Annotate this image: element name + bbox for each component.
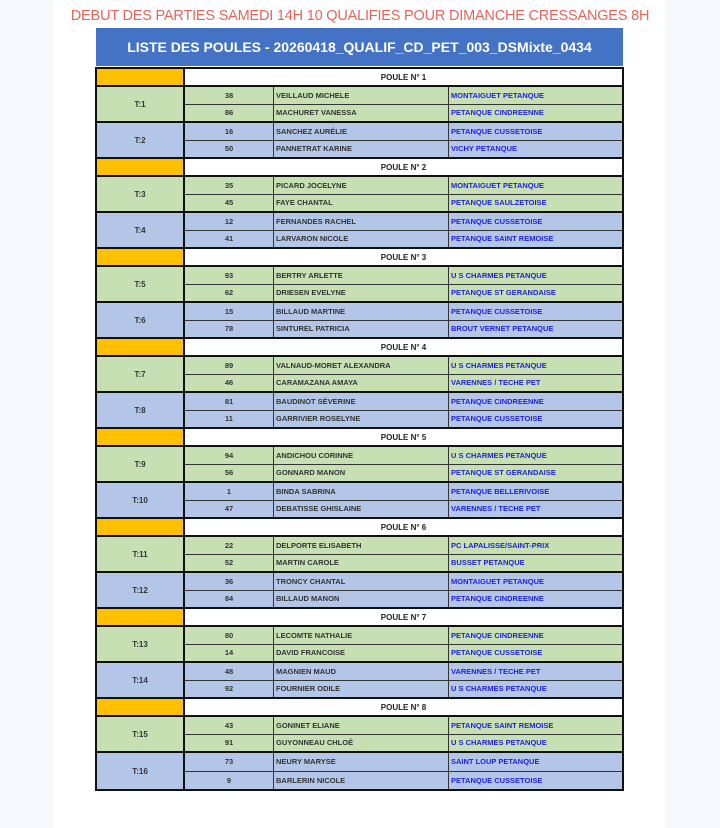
poule-color-swatch bbox=[97, 699, 185, 715]
team-row bbox=[97, 663, 622, 699]
player-row bbox=[185, 104, 622, 122]
player-club: PETANQUE BELLERIVOISE bbox=[451, 486, 550, 496]
team-players bbox=[185, 717, 622, 751]
player-club: U S CHARMES PETANQUE bbox=[451, 270, 547, 280]
player-club: BROUT VERNET PETANQUE bbox=[451, 324, 554, 334]
player-name: BILLAUD MANON bbox=[274, 591, 449, 608]
player-club: U S CHARMES PETANQUE bbox=[451, 360, 547, 370]
poule-color-swatch bbox=[97, 339, 185, 355]
team-players bbox=[185, 663, 622, 697]
player-number: 94 bbox=[185, 447, 274, 464]
player-club: VICHY PETANQUE bbox=[451, 144, 517, 154]
poule-header-row bbox=[97, 519, 622, 537]
team-players bbox=[185, 393, 622, 427]
team-players bbox=[185, 483, 622, 517]
team-players bbox=[185, 573, 622, 607]
poule-block bbox=[97, 69, 622, 159]
poule-block bbox=[97, 429, 622, 519]
poule-label: POULE N° 3 bbox=[185, 249, 622, 265]
team-label: T:12 bbox=[97, 573, 185, 607]
poule-color-swatch bbox=[97, 249, 185, 265]
team-row bbox=[97, 717, 622, 753]
team-players bbox=[185, 357, 622, 391]
poule-label: POULE N° 6 bbox=[185, 519, 622, 535]
poule-color-swatch bbox=[97, 609, 185, 625]
player-number: 41 bbox=[185, 231, 274, 248]
player-number: 47 bbox=[185, 501, 274, 518]
player-row bbox=[185, 320, 622, 338]
player-club: PETANQUE CINDREENNE bbox=[451, 594, 544, 604]
player-club: MONTAIGUET PETANQUE bbox=[451, 90, 545, 100]
team-players bbox=[185, 303, 622, 337]
team-players bbox=[185, 537, 622, 571]
poule-header-row bbox=[97, 69, 622, 87]
team-row bbox=[97, 483, 622, 519]
poule-label: POULE N° 1 bbox=[185, 69, 622, 85]
team-row bbox=[97, 123, 622, 159]
poule-header-row bbox=[97, 609, 622, 627]
player-name: GUYONNEAU CHLOÉ bbox=[274, 735, 449, 752]
player-row bbox=[185, 717, 622, 734]
player-name: MACHURET VANESSA bbox=[274, 105, 449, 122]
poule-header-row bbox=[97, 429, 622, 447]
player-name: GONINET ELIANE bbox=[274, 717, 449, 734]
team-row bbox=[97, 627, 622, 663]
player-number: 89 bbox=[185, 357, 274, 374]
team-players bbox=[185, 123, 622, 157]
player-row bbox=[185, 554, 622, 572]
player-row bbox=[185, 537, 622, 554]
team-players bbox=[185, 267, 622, 301]
player-number: 48 bbox=[185, 663, 274, 680]
player-row bbox=[185, 140, 622, 158]
poule-label: POULE N° 2 bbox=[185, 159, 622, 175]
team-label: T:16 bbox=[97, 753, 185, 789]
player-number: 80 bbox=[185, 627, 274, 644]
team-label: T:11 bbox=[97, 537, 185, 571]
team-label: T:3 bbox=[97, 177, 185, 211]
player-club: BUSSET PETANQUE bbox=[451, 558, 525, 568]
player-club: PETANQUE ST GERANDAISE bbox=[451, 468, 556, 478]
team-players bbox=[185, 753, 622, 789]
player-club: VARENNES / TECHE PET bbox=[451, 666, 541, 676]
team-label: T:5 bbox=[97, 267, 185, 301]
team-label: T:15 bbox=[97, 717, 185, 751]
team-label: T:2 bbox=[97, 123, 185, 157]
player-number: 73 bbox=[185, 753, 274, 771]
player-row bbox=[185, 374, 622, 392]
team-label: T:8 bbox=[97, 393, 185, 427]
team-label: T:9 bbox=[97, 447, 185, 481]
team-row bbox=[97, 573, 622, 609]
player-club: MONTAIGUET PETANQUE bbox=[451, 180, 545, 190]
poule-label: POULE N° 8 bbox=[185, 699, 622, 715]
player-name: BINDA SABRINA bbox=[274, 483, 449, 500]
player-number: 12 bbox=[185, 213, 274, 230]
team-label: T:6 bbox=[97, 303, 185, 337]
player-number: 38 bbox=[185, 87, 274, 104]
player-name: BILLAUD MARTINE bbox=[274, 303, 449, 320]
player-number: 15 bbox=[185, 303, 274, 320]
player-name: DAVID FRANCOISE bbox=[274, 645, 449, 662]
player-number: 35 bbox=[185, 177, 274, 194]
player-number: 46 bbox=[185, 375, 274, 392]
player-name: DEBATISSE GHISLAINE bbox=[274, 501, 449, 518]
poule-color-swatch bbox=[97, 69, 185, 85]
player-row bbox=[185, 663, 622, 680]
player-name: MAGNIEN MAUD bbox=[274, 663, 449, 680]
player-club: PC LAPALISSE/SAINT-PRIX bbox=[451, 540, 550, 550]
poule-block bbox=[97, 159, 622, 249]
player-club: U S CHARMES PETANQUE bbox=[451, 738, 547, 748]
player-club: PETANQUE CINDREENNE bbox=[451, 396, 544, 406]
player-club: PETANQUE CUSSETOISE bbox=[451, 775, 543, 785]
player-name: DRIESEN EVELYNE bbox=[274, 285, 449, 302]
player-number: 22 bbox=[185, 537, 274, 554]
player-number: 78 bbox=[185, 321, 274, 338]
player-number: 9 bbox=[185, 772, 274, 790]
player-club: VARENNES / TECHE PET bbox=[451, 378, 541, 388]
player-row bbox=[185, 213, 622, 230]
player-number: 62 bbox=[185, 285, 274, 302]
document-title-banner bbox=[96, 28, 623, 66]
team-label: T:7 bbox=[97, 357, 185, 391]
poule-block bbox=[97, 339, 622, 429]
player-club: PETANQUE CUSSETOISE bbox=[451, 414, 543, 424]
player-club: PETANQUE CINDREENNE bbox=[451, 108, 544, 118]
player-club: MONTAIGUET PETANQUE bbox=[451, 576, 545, 586]
player-name: DELPORTE ELISABETH bbox=[274, 537, 449, 554]
player-club: VARENNES / TECHE PET bbox=[451, 504, 541, 514]
player-club: PETANQUE CUSSETOISE bbox=[451, 648, 543, 658]
team-row bbox=[97, 267, 622, 303]
player-number: 16 bbox=[185, 123, 274, 140]
player-name: TRONCY CHANTAL bbox=[274, 573, 449, 590]
player-number: 86 bbox=[185, 105, 274, 122]
team-label: T:13 bbox=[97, 627, 185, 661]
player-name: FAYE CHANTAL bbox=[274, 195, 449, 212]
schedule-note: DEBUT DES PARTIES SAMEDI 14H 10 QUALIFIES POUR DIMANCHE CRESSANGES 8H bbox=[70, 8, 650, 24]
team-row bbox=[97, 303, 622, 339]
player-row bbox=[185, 230, 622, 248]
player-club: PETANQUE CINDREENNE bbox=[451, 630, 544, 640]
player-name: PICARD JOCELYNE bbox=[274, 177, 449, 194]
player-name: GONNARD MANON bbox=[274, 465, 449, 482]
team-players bbox=[185, 627, 622, 661]
player-name: MARTIN CAROLE bbox=[274, 555, 449, 572]
player-row bbox=[185, 464, 622, 482]
team-row bbox=[97, 447, 622, 483]
player-row bbox=[185, 627, 622, 644]
player-name: SANCHEZ AURÉLIE bbox=[274, 123, 449, 140]
poules-table bbox=[95, 67, 624, 791]
player-name: VEILLAUD MICHELE bbox=[274, 87, 449, 104]
player-number: 92 bbox=[185, 681, 274, 698]
poule-block bbox=[97, 609, 622, 699]
poule-color-swatch bbox=[97, 519, 185, 535]
team-label: T:14 bbox=[97, 663, 185, 697]
player-name: SINTUREL PATRICIA bbox=[274, 321, 449, 338]
player-row bbox=[185, 590, 622, 608]
team-players bbox=[185, 87, 622, 121]
player-club: PETANQUE CUSSETOISE bbox=[451, 126, 543, 136]
player-row bbox=[185, 500, 622, 518]
player-row bbox=[185, 573, 622, 590]
player-club: PETANQUE SAINT REMOISE bbox=[451, 234, 554, 244]
team-players bbox=[185, 177, 622, 211]
player-name: BARLERIN NICOLE bbox=[274, 772, 449, 790]
player-row bbox=[185, 410, 622, 428]
player-number: 11 bbox=[185, 411, 274, 428]
player-name: BAUDINOT SÉVERINE bbox=[274, 393, 449, 410]
player-club: PETANQUE CUSSETOISE bbox=[451, 306, 543, 316]
player-row bbox=[185, 644, 622, 662]
player-club: SAINT LOUP PETANQUE bbox=[451, 757, 540, 767]
player-name: LECOMTE NATHALIE bbox=[274, 627, 449, 644]
player-name: LARVARON NICOLE bbox=[274, 231, 449, 248]
poule-label: POULE N° 5 bbox=[185, 429, 622, 445]
player-row bbox=[185, 734, 622, 752]
poule-header-row bbox=[97, 339, 622, 357]
poule-header-row bbox=[97, 249, 622, 267]
poule-color-swatch bbox=[97, 159, 185, 175]
team-label: T:10 bbox=[97, 483, 185, 517]
team-label: T:4 bbox=[97, 213, 185, 247]
team-row bbox=[97, 177, 622, 213]
poule-label: POULE N° 7 bbox=[185, 609, 622, 625]
team-row bbox=[97, 213, 622, 249]
team-row bbox=[97, 357, 622, 393]
player-number: 93 bbox=[185, 267, 274, 284]
player-name: ANDICHOU CORINNE bbox=[274, 447, 449, 464]
player-row bbox=[185, 680, 622, 698]
player-row bbox=[185, 303, 622, 320]
player-number: 81 bbox=[185, 393, 274, 410]
player-club: PETANQUE CUSSETOISE bbox=[451, 216, 543, 226]
player-club: U S CHARMES PETANQUE bbox=[451, 684, 547, 694]
team-row bbox=[97, 393, 622, 429]
player-number: 56 bbox=[185, 465, 274, 482]
player-name: FOURNIER ODILE bbox=[274, 681, 449, 698]
player-row bbox=[185, 194, 622, 212]
team-row bbox=[97, 753, 622, 789]
team-players bbox=[185, 447, 622, 481]
player-number: 36 bbox=[185, 573, 274, 590]
team-row bbox=[97, 537, 622, 573]
player-row bbox=[185, 393, 622, 410]
player-name: NEURY MARYSE bbox=[274, 753, 449, 771]
poule-block bbox=[97, 249, 622, 339]
player-number: 91 bbox=[185, 735, 274, 752]
poule-header-row bbox=[97, 159, 622, 177]
player-row bbox=[185, 284, 622, 302]
player-club: U S CHARMES PETANQUE bbox=[451, 450, 547, 460]
poule-block bbox=[97, 519, 622, 609]
player-club: PETANQUE SAULZETOISE bbox=[451, 198, 547, 208]
poule-color-swatch bbox=[97, 429, 185, 445]
player-number: 1 bbox=[185, 483, 274, 500]
poule-label: POULE N° 4 bbox=[185, 339, 622, 355]
player-row bbox=[185, 123, 622, 140]
player-row bbox=[185, 447, 622, 464]
poule-header-row bbox=[97, 699, 622, 717]
team-label: T:1 bbox=[97, 87, 185, 121]
team-players bbox=[185, 213, 622, 247]
player-row bbox=[185, 267, 622, 284]
player-row bbox=[185, 357, 622, 374]
player-name: CARAMAZANA AMAYA bbox=[274, 375, 449, 392]
player-name: PANNETRAT KARINE bbox=[274, 141, 449, 158]
player-number: 43 bbox=[185, 717, 274, 734]
player-name: VALNAUD-MORET ALEXANDRA bbox=[274, 357, 449, 374]
player-club: PETANQUE SAINT REMOISE bbox=[451, 720, 554, 730]
player-row bbox=[185, 177, 622, 194]
player-number: 50 bbox=[185, 141, 274, 158]
document-title: LISTE DES POULES - 20260418_QUALIF_CD_PET_003_DSMixte_0434 bbox=[127, 39, 592, 55]
player-row bbox=[185, 483, 622, 500]
poule-block bbox=[97, 699, 622, 789]
player-name: FERNANDES RACHEL bbox=[274, 213, 449, 230]
player-club: PETANQUE ST GERANDAISE bbox=[451, 288, 556, 298]
player-number: 52 bbox=[185, 555, 274, 572]
player-row bbox=[185, 753, 622, 771]
player-row bbox=[185, 771, 622, 790]
player-number: 45 bbox=[185, 195, 274, 212]
team-row bbox=[97, 87, 622, 123]
player-name: BERTRY ARLETTE bbox=[274, 267, 449, 284]
player-number: 84 bbox=[185, 591, 274, 608]
player-name: GARRIVIER ROSELYNE bbox=[274, 411, 449, 428]
player-number: 14 bbox=[185, 645, 274, 662]
player-row bbox=[185, 87, 622, 104]
